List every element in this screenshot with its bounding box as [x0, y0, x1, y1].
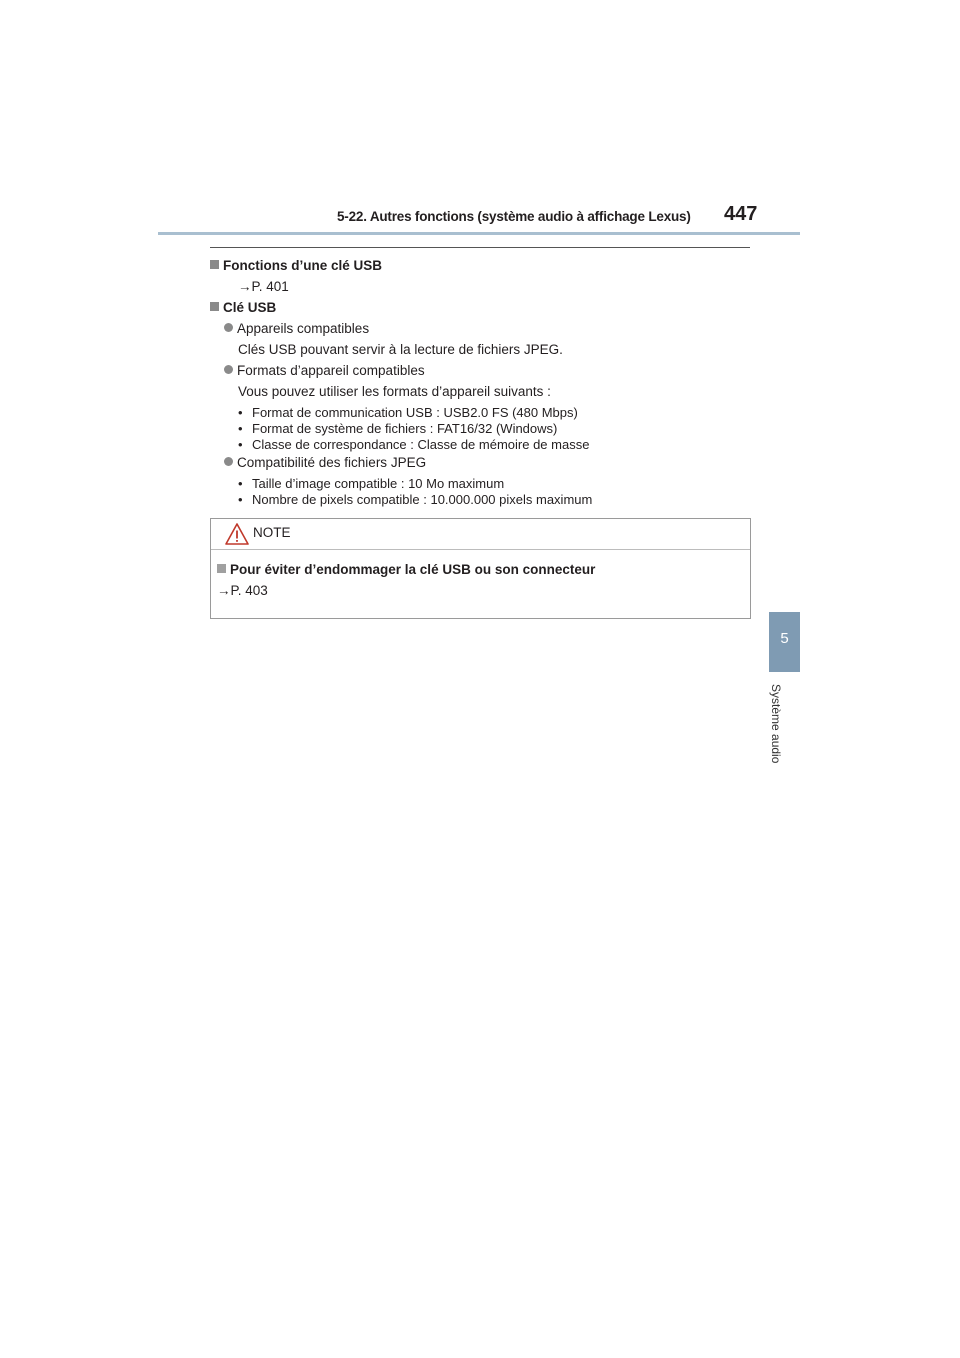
subsection-jpeg-compat: [224, 455, 426, 470]
list-item-text: Classe de correspondance : Classe de mémoire de masse: [252, 437, 590, 452]
reference-text: P. 403: [230, 583, 268, 598]
chapter-label: Système audio: [769, 684, 783, 764]
note-header: [211, 519, 750, 550]
list-item: [238, 492, 592, 507]
circle-bullet-icon: [224, 365, 233, 374]
note-heading: [217, 562, 595, 577]
header-rule: [158, 232, 800, 235]
warning-icon: [225, 523, 249, 545]
page-reference: [238, 279, 289, 294]
paragraph: Vous pouvez utiliser les formats d’appareil suivants :: [238, 384, 551, 399]
subsection-device-formats: [224, 363, 425, 378]
chapter-label-box: [771, 684, 795, 784]
note-title: NOTE: [253, 525, 291, 540]
list-item-text: Nombre de pixels compatible : 10.000.000 pixels maximum: [252, 492, 593, 507]
list-item-text: Taille d’image compatible : 10 Mo maximum: [252, 476, 505, 491]
square-bullet-icon: [210, 302, 219, 311]
circle-bullet-icon: [224, 323, 233, 332]
section-usb-key: [210, 300, 276, 315]
chapter-number: 5: [780, 630, 789, 647]
list-item-text: Format de communication USB : USB2.0 FS (480 Mbps): [252, 405, 578, 420]
page-number: 447: [724, 203, 758, 225]
arrow-icon: →: [217, 583, 231, 598]
list-item-text: Format de système de fichiers : FAT16/32 (Windows): [252, 421, 558, 436]
note-heading-text: Pour éviter d’endommager la clé USB ou son connecteur: [230, 562, 596, 577]
bullet-icon: •: [238, 437, 243, 452]
bullet-icon: •: [238, 405, 243, 420]
list-item: [238, 437, 589, 452]
chapter-tab: [769, 612, 800, 672]
list-item: [238, 476, 504, 491]
running-header-title: 5-22. Autres fonctions (système audio à affichage Lexus): [337, 209, 691, 224]
section-usb-functions: [210, 258, 382, 273]
section-title: Clé USB: [223, 300, 277, 315]
section-title: Fonctions d’une clé USB: [223, 258, 383, 273]
bullet-icon: •: [238, 421, 243, 436]
reference-text: P. 401: [251, 279, 289, 294]
bullet-icon: •: [238, 492, 243, 507]
subsection-title: Compatibilité des fichiers JPEG: [237, 455, 427, 470]
list-item: [238, 421, 557, 436]
circle-bullet-icon: [224, 457, 233, 466]
note-box: [210, 518, 751, 619]
arrow-icon: →: [238, 279, 252, 294]
square-bullet-icon: [217, 564, 226, 573]
note-reference: [217, 583, 268, 598]
content-top-rule: [210, 247, 750, 248]
list-item: [238, 405, 578, 420]
paragraph: Clés USB pouvant servir à la lecture de fichiers JPEG.: [238, 342, 563, 357]
subsection-title: Appareils compatibles: [237, 321, 370, 336]
square-bullet-icon: [210, 260, 219, 269]
bullet-icon: •: [238, 476, 243, 491]
subsection-title: Formats d’appareil compatibles: [237, 363, 425, 378]
subsection-compatible-devices: [224, 321, 369, 336]
